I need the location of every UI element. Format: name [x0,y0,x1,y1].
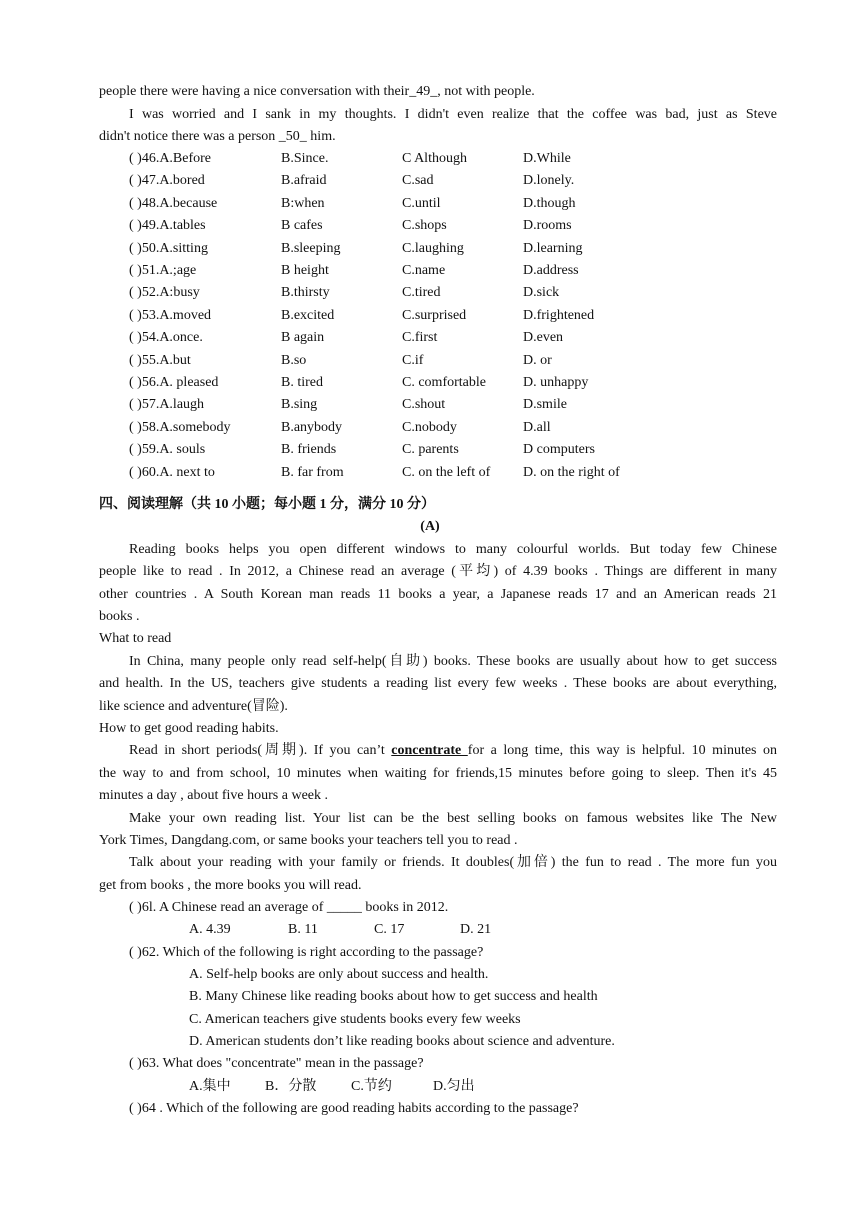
question-stem: ( )54.A.once. [129,330,203,346]
passage-heading: What to read [99,631,172,646]
option-a: A. Self-help books are only about success and health. [189,967,489,982]
section-title: 四、阅读理解（共 10 小题；每小题 1 分，满分 10 分） [99,497,435,512]
passage-line: minutes a day , about five hours a week . [99,788,328,803]
option-c: C.节约 [351,1079,392,1094]
option-b: B.Since. [281,151,329,166]
option-c: C.shops [402,218,447,234]
option-c: C.until [402,195,441,211]
passage-line: the way to and from school, 10 minutes when waiting for friends,15 minutes before going to sleep. Then it's 45 [99,766,777,781]
option-b: B:when [281,195,325,211]
passage-line: get from books , the more books you will read. [99,878,362,893]
question-63: ( )63. What does "concentrate" mean in the passage? [129,1056,424,1071]
option-b: B cafes [281,218,323,234]
option-a: A. 4.39 [189,922,231,937]
passage-line: other countries . A South Korean man reads 11 books a year, a Japanese reads 17 and an American reads 21 [99,587,777,602]
question-64: ( )64 . Which of the following are good reading habits according to the passage? [129,1101,579,1116]
option-d: D. 21 [460,922,492,937]
option-d: D. or [523,352,552,368]
option-b: B．分散 [265,1079,317,1094]
option-c: C.laughing [402,240,464,256]
option-c: C. comfortable [402,375,486,390]
question-stem: ( )50.A.sitting [129,240,208,256]
option-b: B. friends [281,442,337,458]
option-d: D. unhappy [523,375,589,390]
option-b: B. tired [281,375,323,390]
question-stem: ( )60.A. next to [129,464,215,480]
passage-line: books . [99,609,140,624]
option-d: D.lonely. [523,173,575,189]
cloze-text-line: people there were having a nice conversation with their_49_, not with people. [99,84,535,99]
option-b: B.sleeping [281,240,341,256]
option-c: C.shout [402,397,446,413]
option-b: B. far from [281,464,344,480]
cloze-text-line: I was worried and I sank in my thoughts. I didn't even realize that the coffee was bad, just as Steve [129,107,777,122]
option-d: D.smile [523,397,567,413]
option-d: D.rooms [523,218,572,234]
question-stem: ( )56.A. pleased [129,375,219,390]
question-stem: ( )58.A.somebody [129,419,231,435]
passage-line: Make your own reading list. Your list can be the best selling books on famous websites like The New [129,811,777,826]
question-stem: ( )51.A.;age [129,263,197,278]
question-stem: ( )55.A.but [129,352,191,368]
option-d: D. on the right of [523,464,620,480]
question-stem: ( )59.A. souls [129,442,206,458]
option-b: B. 11 [288,922,318,937]
passage-heading: How to get good reading habits. [99,721,279,736]
option-d: D.learning [523,240,583,256]
option-c: C Although [402,151,467,166]
option-c: C.name [402,263,446,278]
passage-line: In China, many people only read self-help(自助) books. These books are usually about how to get success [129,654,777,669]
option-c: C.sad [402,173,434,189]
passage-line: and health. In the US, teachers give students a reading list every few weeks . These books are about everything, [99,676,777,691]
cloze-text-line: didn't notice there was a person _50_ him. [99,129,336,144]
passage-text: for a long time, this way is helpful. 10 minutes on [467,743,778,758]
passage-line: Reading books helps you open different windows to many colourful worlds. But today few Chinese [129,542,777,557]
question-stem: ( )46.A.Before [129,151,212,166]
question-stem: ( )53.A.moved [129,307,212,323]
option-a: A.集中 [189,1079,231,1094]
passage-line: like science and adventure(冒险). [99,699,288,714]
option-d: D.address [523,263,579,278]
option-d: D.frightened [523,307,595,323]
question-stem: ( )52.A:busy [129,285,200,301]
passage-line [129,740,777,762]
option-b: B again [281,330,325,346]
question-stem: ( )48.A.because [129,195,218,211]
passage-text: Read in short periods(周期). If you can’t [129,743,392,758]
option-d: D.all [523,419,551,435]
option-b: B. Many Chinese like reading books about how to get success and health [189,989,598,1004]
question-stem: ( )57.A.laugh [129,397,205,413]
option-c: C.surprised [402,307,467,323]
option-b: B.excited [281,307,335,323]
question-62: ( )62. Which of the following is right according to the passage? [129,945,484,960]
option-c: C. 17 [374,922,405,937]
question-stem: ( )47.A.bored [129,173,205,189]
passage-line: York Times, Dangdang.com, or same books your teachers tell you to read . [99,833,518,848]
option-c: C. American teachers give students books every few weeks [189,1012,521,1027]
option-c: C.first [402,330,438,346]
option-d: D.sick [523,285,560,301]
passage-label: (A) [420,519,440,534]
option-c: C.if [402,352,424,368]
option-c: C. on the left of [402,464,491,480]
passage-line: Talk about your reading with your family or friends. It doubles(加倍) the fun to read . The more fun you [129,855,777,870]
question-61: ( )6l. A Chinese read an average of _____ books in 2012. [129,900,449,915]
option-c: C. parents [402,442,459,458]
option-b: B.afraid [281,173,327,189]
option-d: D. American students don’t like reading books about science and adventure. [189,1034,615,1049]
question-stem: ( )49.A.tables [129,218,206,234]
option-d: D computers [523,442,595,458]
option-b: B.so [281,352,307,368]
option-d: D.匀出 [433,1079,475,1094]
option-b: B.thirsty [281,285,330,301]
option-d: D.though [523,195,576,211]
option-b: B.anybody [281,419,343,435]
passage-line: people like to read . In 2012, a Chinese read an average (平均) of 4.39 books . Things are different in many [99,564,777,579]
option-b: B.sing [281,397,318,413]
option-d: D.While [523,151,571,166]
option-b: B height [281,263,329,278]
option-c: C.nobody [402,419,457,435]
option-c: C.tired [402,285,441,301]
option-d: D.even [523,330,564,346]
keyword-concentrate: concentrate [391,743,468,758]
